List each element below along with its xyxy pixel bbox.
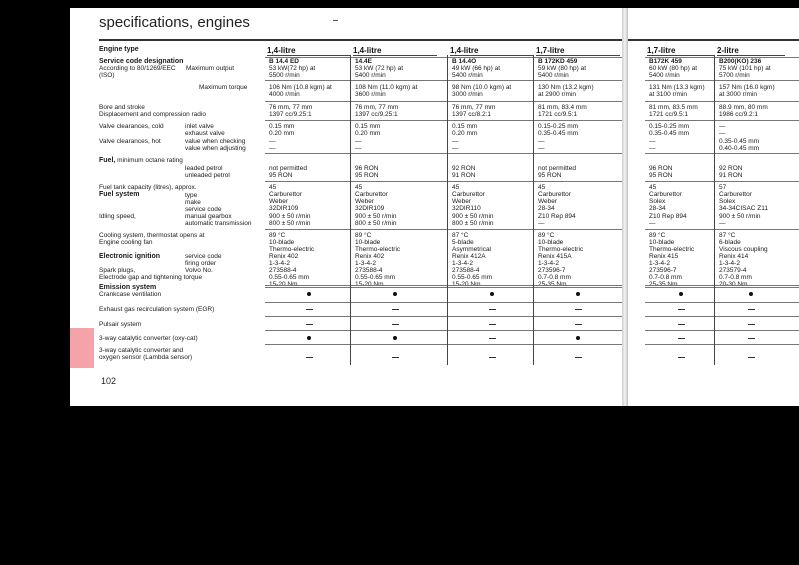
band-rule xyxy=(265,181,622,182)
emission-rule xyxy=(265,330,622,331)
spec-value: 0.15 mm xyxy=(452,123,478,130)
spec-value: 59 kW (80 hp) at xyxy=(538,65,587,72)
band-rule xyxy=(265,80,622,81)
dash-icon xyxy=(489,357,496,358)
spec-value: 1-3-4-2 xyxy=(538,260,559,267)
label-tank: Fuel tank capacity (litres), approx. xyxy=(99,184,197,191)
column-divider xyxy=(447,55,448,365)
spec-value: — xyxy=(538,220,545,227)
dash-icon xyxy=(489,309,496,310)
spec-value: 76 mm, 77 mm xyxy=(452,104,496,111)
page-title: specifications, engines xyxy=(99,14,250,31)
spec-value: 900 ± 50 r/min xyxy=(269,213,311,220)
spec-value: Asymmetrical xyxy=(452,246,492,253)
spec-value: 6-blade xyxy=(719,239,741,246)
label-manual: manual gearbox xyxy=(185,213,232,220)
spec-value: 81 mm, 83.4 mm xyxy=(538,104,587,111)
filled-dot-icon xyxy=(393,336,397,340)
band-rule xyxy=(265,101,622,102)
spec-value: Weber xyxy=(538,198,558,205)
dash-icon xyxy=(678,338,685,339)
left-page xyxy=(70,8,622,406)
spec-value: 273579-4 xyxy=(719,267,747,274)
spec-value: 91 RON xyxy=(719,172,743,179)
title-rule xyxy=(99,39,622,41)
column-header: 1,4-litre xyxy=(353,46,382,55)
emission-rule xyxy=(265,287,622,288)
spec-value: Carburettor xyxy=(649,191,682,198)
spec-value: at 3000 r/min xyxy=(719,91,757,98)
label-displacement: Displacement and compression radio xyxy=(99,111,206,118)
spec-value: 89 °C xyxy=(649,232,666,239)
label-firing: firing order xyxy=(185,260,217,267)
column-header: 1,4-litre xyxy=(267,46,296,55)
spec-value: — xyxy=(269,145,276,152)
spec-value: 4000 r/min xyxy=(269,91,300,98)
label-according: According to 80/1269/EEC xyxy=(99,65,176,72)
spec-value: 32DIR109 xyxy=(269,205,299,212)
spec-value: 5-blade xyxy=(452,239,474,246)
label-type: type xyxy=(185,192,198,199)
spec-value: 0.35-0.45 mm xyxy=(719,138,760,145)
spec-value: 96 RON xyxy=(649,165,673,172)
label-lambda1: 3-way catalytic converter and xyxy=(99,347,184,354)
filled-dot-icon xyxy=(576,292,580,296)
spec-value: 273596-7 xyxy=(649,267,677,274)
dash-icon xyxy=(489,338,496,339)
dash-icon xyxy=(306,357,313,358)
spec-value: 800 ± 50 r/min xyxy=(269,220,311,227)
band-rule xyxy=(645,80,799,81)
spec-value: 95 RON xyxy=(538,172,562,179)
band-rule xyxy=(645,181,799,182)
label-fuel-system: Fuel system xyxy=(99,191,140,198)
spec-value: Thermo-electric xyxy=(538,246,584,253)
filled-dot-icon xyxy=(393,292,397,296)
spec-value: Renix 414 xyxy=(719,253,749,260)
spec-value: 95 RON xyxy=(355,172,379,179)
spec-value: — xyxy=(452,145,459,152)
spec-value: 81 mm, 83.5 mm xyxy=(649,104,698,111)
spec-value: Weber xyxy=(269,198,289,205)
emission-rule xyxy=(645,316,799,317)
label-pulsair: Pulsair system xyxy=(99,321,142,328)
dash-icon xyxy=(678,357,685,358)
label-cooling1: Cooling system, thermostat opens at xyxy=(99,232,205,239)
spec-value: 108 Nm (11.0 kgm) at xyxy=(355,84,418,91)
label-crankcase: Crankcase ventilation xyxy=(99,291,162,298)
spec-value: Renix 402 xyxy=(269,253,299,260)
spec-value: 92 RON xyxy=(452,165,476,172)
spec-value: Carburettor xyxy=(719,191,752,198)
spec-value: Renix 415 xyxy=(649,253,679,260)
column-header-rule xyxy=(717,55,785,56)
spec-value: 32DIR109 xyxy=(355,205,385,212)
spec-value: 1-3-4-2 xyxy=(269,260,290,267)
dash-icon xyxy=(306,324,313,325)
label-emission: Emission system xyxy=(99,284,157,291)
band-rule xyxy=(645,101,799,102)
spec-value: 1-3-4-2 xyxy=(452,260,473,267)
spec-value: 89 °C xyxy=(355,232,372,239)
spec-value: 900 ± 50 r/min xyxy=(452,213,494,220)
service-code-value: 14.4E xyxy=(355,58,372,65)
spec-value: 0.55-0.65 mm xyxy=(452,274,493,281)
spec-value: 0.20 mm xyxy=(355,130,381,137)
label-fuel xyxy=(99,157,183,164)
spec-value: 273596-7 xyxy=(538,267,566,274)
spec-value: — xyxy=(452,138,459,145)
spec-value: 1397 cc/9.25:1 xyxy=(269,111,312,118)
label-checking: value when checking xyxy=(185,138,246,145)
spec-value: 28-34 xyxy=(649,205,666,212)
label-valve-cold: Valve clearances, cold xyxy=(99,123,164,130)
spec-value: Renix 412A xyxy=(452,253,486,260)
spec-value: Carburettor xyxy=(355,191,388,198)
spec-value: 1-3-4-2 xyxy=(649,260,670,267)
spec-value: 87 °C xyxy=(452,232,469,239)
column-divider xyxy=(533,55,534,365)
emission-rule xyxy=(265,344,622,345)
spec-value: 0.35-0.45 mm xyxy=(538,130,579,137)
spec-value: 45 xyxy=(355,184,363,191)
emission-rule xyxy=(645,287,799,288)
dash-icon xyxy=(678,309,685,310)
label-max-torque: Maximum torque xyxy=(199,84,248,91)
spec-value: 0.15-0.25 mm xyxy=(649,123,690,130)
spec-value: 0.7-0.8 mm xyxy=(538,274,571,281)
spec-value: 5500 r/min xyxy=(269,72,300,79)
spec-value: 28-34 xyxy=(538,205,555,212)
spec-value: at 2900 r/min xyxy=(538,91,576,98)
spec-value: 76 mm, 77 mm xyxy=(355,104,399,111)
spec-value: 49 kW (66 hp) at xyxy=(452,65,501,72)
band-rule xyxy=(265,120,622,121)
band-rule xyxy=(265,285,622,286)
column-header: 2-litre xyxy=(717,46,739,55)
filled-dot-icon xyxy=(307,292,311,296)
dash-icon xyxy=(748,357,755,358)
label-make: make xyxy=(185,199,201,206)
spec-value: 75 kW (101 hp) at xyxy=(719,65,771,72)
spec-value: 60 kW (80 hp) at xyxy=(649,65,698,72)
emission-rule xyxy=(645,330,799,331)
spec-value: Thermo-electric xyxy=(649,246,695,253)
dash-icon xyxy=(392,324,399,325)
section-tab xyxy=(70,328,94,368)
label-exhaust: exhaust valve xyxy=(185,130,225,137)
label-electrode: Electrode gap and tightening torque xyxy=(99,274,202,281)
spec-value: 89 °C xyxy=(538,232,555,239)
column-header-rule xyxy=(450,55,534,56)
band-rule xyxy=(645,285,799,286)
band-rule xyxy=(645,153,799,154)
band-rule xyxy=(645,229,799,230)
label-egr: Exhaust gas recirculation system (EGR) xyxy=(99,306,215,313)
spec-value: 34-34CISAC Z11 xyxy=(719,205,769,212)
spec-value: 1397 cc/9.25:1 xyxy=(355,111,398,118)
spec-value: not permitted xyxy=(269,165,307,172)
spec-value: 88.9 mm, 80 mm xyxy=(719,104,768,111)
spec-value: 0.35-0.45 mm xyxy=(649,130,690,137)
spec-value: 1-3-4-2 xyxy=(355,260,376,267)
spec-value: 10-blade xyxy=(355,239,381,246)
filled-dot-icon xyxy=(679,292,683,296)
right-page xyxy=(628,8,799,406)
label-oxycat: 3-way catalytic converter (oxy-cat) xyxy=(99,335,198,342)
dash-icon xyxy=(575,357,582,358)
service-code-value: B 14.4O xyxy=(452,58,477,65)
spec-value: 800 ± 50 r/min xyxy=(452,220,494,227)
spec-value: 0.55-0.65 mm xyxy=(269,274,310,281)
spec-value: 131 Nm (13.3 kgm) xyxy=(649,84,705,91)
band-rule xyxy=(645,120,799,121)
spec-value: Solex xyxy=(649,198,666,205)
spec-value: — xyxy=(538,145,545,152)
spec-value: 0.55-0.65 mm xyxy=(355,274,396,281)
spec-value: — xyxy=(649,138,656,145)
spec-value: — xyxy=(719,220,726,227)
band-rule xyxy=(265,229,622,230)
spec-value: 0.40-0.45 mm xyxy=(719,145,760,152)
filled-dot-icon xyxy=(576,336,580,340)
label-lambda2: oxygen sensor (Lambda sensor) xyxy=(99,354,193,361)
column-divider xyxy=(350,55,351,365)
band-rule xyxy=(645,57,799,58)
spec-value: 45 xyxy=(538,184,546,191)
spec-value: — xyxy=(355,138,362,145)
label-inlet: inlet valve xyxy=(185,123,214,130)
dash-icon xyxy=(678,324,685,325)
label-max-output: Maximum output xyxy=(186,65,235,72)
dash-icon xyxy=(306,309,313,310)
dash-icon xyxy=(392,309,399,310)
column-header: 1,7-litre xyxy=(647,46,676,55)
spec-value: 0.15 mm xyxy=(269,123,295,130)
spec-value: 57 xyxy=(719,184,727,191)
spec-value: 1397 cc/8.2:1 xyxy=(452,111,492,118)
label-plugs: Spark plugs, xyxy=(99,267,136,274)
spec-value: 800 ± 50 r/min xyxy=(355,220,397,227)
spec-value: 92 RON xyxy=(719,165,743,172)
spec-value: Viscous coupling xyxy=(719,246,768,253)
spec-value: 53 kW (72 hp) at xyxy=(355,65,404,72)
spec-value: 5400 r/min xyxy=(538,72,569,79)
spec-value: 0.15 mm xyxy=(355,123,381,130)
label-iso: (ISO) xyxy=(99,72,115,79)
spec-value: 5700 r/min xyxy=(719,72,750,79)
label-valve-hot: Valve clearances, hot xyxy=(99,138,161,145)
filled-dot-icon xyxy=(749,292,753,296)
print-mark xyxy=(333,20,338,21)
spec-value: 157 Nm (16.0 kgm) xyxy=(719,84,775,91)
service-code-value: B 14.4 ED xyxy=(269,58,299,65)
spec-value: Weber xyxy=(452,198,472,205)
label-adjusting: value when adjusting xyxy=(185,145,246,152)
label-unleaded: unleaded petrol xyxy=(185,172,230,179)
spec-value: 91 RON xyxy=(452,172,476,179)
spec-value: 95 RON xyxy=(269,172,293,179)
spec-value: 45 xyxy=(269,184,277,191)
spec-value: 76 mm, 77 mm xyxy=(269,104,313,111)
spec-value: 130 Nm (13.2 kgm) xyxy=(538,84,594,91)
spec-value: 32DIR110 xyxy=(452,205,481,212)
spec-value: Weber xyxy=(355,198,375,205)
spec-value: 5400 r/min xyxy=(452,72,483,79)
spec-value: 3600 r/min xyxy=(355,91,386,98)
label-cooling2: Engine cooling fan xyxy=(99,239,153,246)
label-ignition: Electronic ignition xyxy=(99,253,161,260)
spec-value: Carburettor xyxy=(269,191,302,198)
spec-value: 5400 r/min xyxy=(355,72,386,79)
column-header-rule xyxy=(647,55,715,56)
column-header: 1,4-litre xyxy=(450,46,479,55)
spec-value: 106 Nm (10.8 kgm) at xyxy=(269,84,332,91)
spec-value: at 3100 r/min xyxy=(649,91,687,98)
spec-value: — xyxy=(355,145,362,152)
band-rule xyxy=(265,153,622,154)
dash-icon xyxy=(575,324,582,325)
spec-value: — xyxy=(538,138,545,145)
spec-value: — xyxy=(649,220,656,227)
spec-value: 1721 cc/9.5:1 xyxy=(538,111,578,118)
spec-value: 53 kW(72 hp) at xyxy=(269,65,316,72)
label-leaded: leaded petrol xyxy=(185,165,223,172)
label-fuel-rest: minimum octane rating xyxy=(117,157,183,164)
emission-rule xyxy=(645,344,799,345)
band-rule xyxy=(265,57,622,58)
spec-value: — xyxy=(719,123,726,130)
spec-value: Solex xyxy=(719,198,736,205)
column-header: 1,7-litre xyxy=(536,46,565,55)
label-automatic: automatic transmission xyxy=(185,220,252,227)
label-bore: Bore and stroke xyxy=(99,104,145,111)
service-code-value: B172K 459 xyxy=(649,58,682,65)
service-code-value: B200(KO) 236 xyxy=(719,58,762,65)
label-service-code2: service code xyxy=(185,206,222,213)
spec-value: 1986 cc/9.2:1 xyxy=(719,111,759,118)
dash-icon xyxy=(748,309,755,310)
spec-value: 273588-4 xyxy=(269,267,297,274)
spec-value: Thermo-electric xyxy=(355,246,401,253)
spec-value: 3000 r/min xyxy=(452,91,483,98)
dash-icon xyxy=(392,357,399,358)
spec-value: 95 RON xyxy=(649,172,673,179)
dash-icon xyxy=(748,324,755,325)
spec-value: 10-blade xyxy=(649,239,675,246)
spec-value: 900 ± 50 r/min xyxy=(355,213,397,220)
spec-value: 45 xyxy=(649,184,657,191)
spec-value: — xyxy=(649,145,656,152)
column-header-rule xyxy=(536,55,620,56)
label-service-code: Service code designation xyxy=(99,58,184,65)
spec-value: 1-3-4-2 xyxy=(719,260,740,267)
spec-value: 96 RON xyxy=(355,165,379,172)
spec-value: Carburettor xyxy=(452,191,485,198)
service-code-value: B 172KD 459 xyxy=(538,58,578,65)
column-divider xyxy=(714,55,715,365)
spec-value: 45 xyxy=(452,184,460,191)
spec-value: not permitted xyxy=(538,165,576,172)
title-rule-right xyxy=(628,39,799,41)
column-header-rule xyxy=(353,55,437,56)
label-service-code3: service code xyxy=(185,253,222,260)
spec-value: 1721 cc/9.5:1 xyxy=(649,111,689,118)
spec-value: 273588-4 xyxy=(452,267,480,274)
spec-value: — xyxy=(269,138,276,145)
emission-rule xyxy=(265,302,622,303)
spec-value: 10-blade xyxy=(269,239,295,246)
page-number: 102 xyxy=(101,376,117,386)
label-idling: Idling speed, xyxy=(99,213,136,220)
emission-rule xyxy=(645,302,799,303)
spec-value: 0.7-0.8 mm xyxy=(719,274,752,281)
dash-icon xyxy=(489,324,496,325)
dash-icon xyxy=(748,338,755,339)
spec-value: 0.20 mm xyxy=(269,130,295,137)
spec-value: Carburettor xyxy=(538,191,571,198)
spec-value: 98 Nm (10.0 kgm) at xyxy=(452,84,512,91)
dash-icon xyxy=(575,309,582,310)
label-fuel-bold: Fuel, xyxy=(99,157,116,164)
spec-value: Z10 Rep 894 xyxy=(649,213,687,220)
spec-value: 0.7-0.8 mm xyxy=(649,274,682,281)
spec-value: Renix 402 xyxy=(355,253,385,260)
spec-value: 87 °C xyxy=(719,232,736,239)
spec-value: — xyxy=(719,130,726,137)
spec-value: 0.20 mm xyxy=(452,130,478,137)
emission-rule xyxy=(265,316,622,317)
filled-dot-icon xyxy=(490,292,494,296)
spec-value: Renix 415A xyxy=(538,253,572,260)
spec-value: Z10 Rep 894 xyxy=(538,213,576,220)
filled-dot-icon xyxy=(307,336,311,340)
spec-value: 89 °C xyxy=(269,232,286,239)
spec-value: 273588-4 xyxy=(355,267,383,274)
spec-value: 0.15-0.25 mm xyxy=(538,123,579,130)
column-header-rule xyxy=(267,55,351,56)
spec-value: Thermo-electric xyxy=(269,246,315,253)
label-volvo: Volvo No. xyxy=(185,267,213,274)
label-engine-type: Engine type xyxy=(99,46,139,53)
spec-value: 5400 r/min xyxy=(649,72,680,79)
spec-value: 10-blade xyxy=(538,239,564,246)
spec-value: 900 ± 50 r/min xyxy=(719,213,761,220)
